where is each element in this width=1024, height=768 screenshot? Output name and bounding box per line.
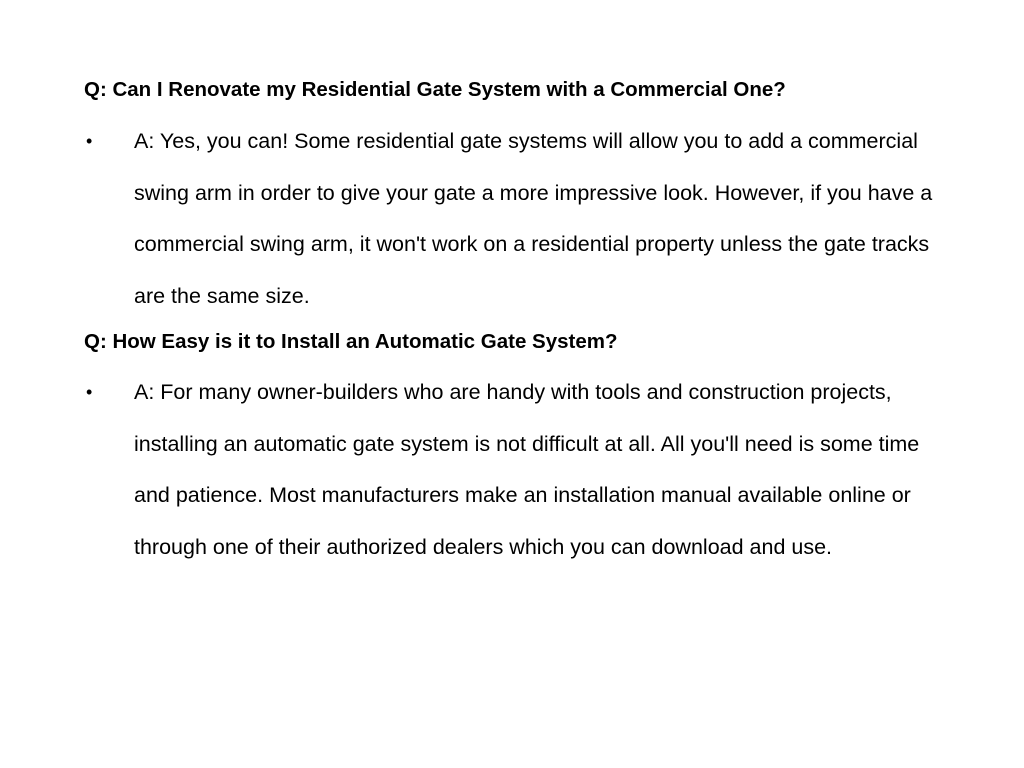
bullet-icon: • — [86, 382, 93, 402]
faq-question-1: Q: Can I Renovate my Residential Gate System with a Commercial One? — [84, 78, 786, 101]
faq-question-2: Q: How Easy is it to Install an Automatic Gate System? — [84, 330, 618, 353]
faq-answer-1 — [84, 116, 944, 322]
faq-answer-2-text: A: For many owner-builders who are handy with tools and construction projects, installing an automatic gate system is not difficult at all. All you'll need is some time and patience. Most manufacturers make an installation manual available online or through one of their authorized dealers which you can download and use. — [134, 380, 920, 559]
faq-answer-2 — [84, 367, 944, 573]
bullet-icon: • — [86, 131, 93, 151]
faq-answer-1-text: A: Yes, you can! Some residential gate systems will allow you to add a commercial swing arm in order to give your gate a more impressive look. However, if you have a commercial swing arm, it won't work on a residential property unless the gate tracks are the same size. — [134, 129, 933, 308]
slide-content — [84, 72, 944, 573]
